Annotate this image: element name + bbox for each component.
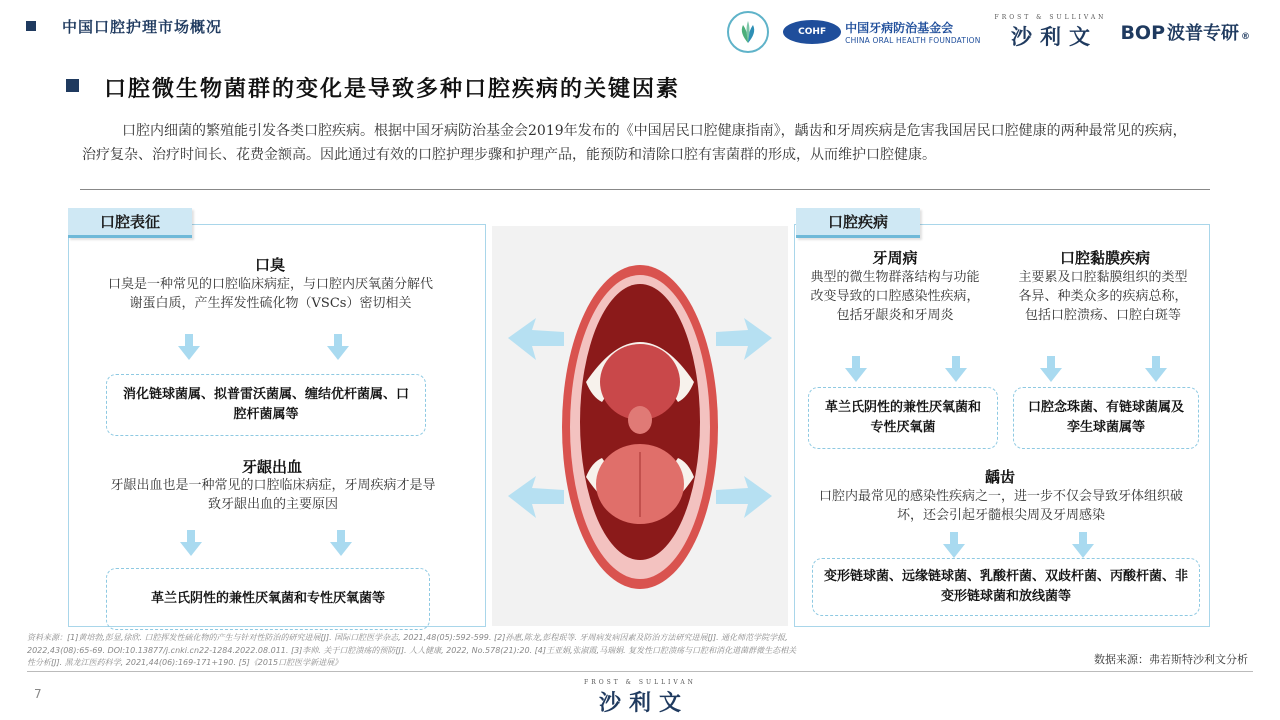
halitosis-title: 口臭 <box>254 256 285 274</box>
arrow-down-icon <box>180 530 202 556</box>
data-source-text: 数据来源：弗若斯特沙利文分析 <box>1094 653 1248 666</box>
footer-frost-sullivan-logo <box>570 679 710 717</box>
arrow-down-icon <box>1145 356 1167 382</box>
references-text: 资料来源：[1]黄培勃,彭显,徐欣. 口腔挥发性硫化物的产生与针对性防治的研究进展[J]. 国际口腔医学杂志, 2021,48(05):592-599. [2]孙惠,陈龙,彭程珉等. 牙周病发病因素及防治方法研究进展[J]. 通化师范学院学报, 2022,43(08):65-69. DOI:10.13877/j.cnki.cn22-1284.2022.08.011. [3]李帅. 关于口腔溃疡的预防[J]. 人人健康, 2022, No.578(21):20. [4]王亚娟,张淑霞,马瑞娟. 复发性口腔溃疡与口腔和消化道菌群微生态相关性分析[J]. 黑龙江医药科学, 2021,44(06):169-171+190. [5]《2015口腔医学新进展》 <box>27 633 797 667</box>
periodontal-bacteria-box: 革兰氏阴性的兼性厌氧菌和专性厌氧菌 <box>808 387 998 449</box>
bop-registered-mark: ® <box>1241 32 1250 42</box>
arrow-upper-right-icon <box>716 318 772 360</box>
arrow-down-icon <box>330 530 352 556</box>
mucosal-bacteria-box: 口腔念珠菌、有链球菌属及孪生球菌属等 <box>1013 387 1199 449</box>
footer-logo-en: FROST & SULLIVAN <box>584 679 696 686</box>
arrow-down-icon <box>1040 356 1062 382</box>
arrow-down-icon <box>943 532 965 558</box>
arrow-down-icon <box>327 334 349 360</box>
oral-diseases-tab: 口腔疾病 <box>796 208 920 238</box>
mucosal-disease-title: 口腔黏膜疾病 <box>1059 249 1150 267</box>
gum-bleeding-title: 牙龈出血 <box>241 458 302 476</box>
header-square-marker <box>26 21 36 31</box>
arrow-lower-right-icon <box>716 476 772 518</box>
arrow-down-icon <box>845 356 867 382</box>
page-title: 口腔微生物菌群的变化是导致多种口腔疾病的关键因素 <box>104 76 681 102</box>
caries-bacteria-box: 变形链球菌、远缘链球菌、乳酸杆菌、双歧杆菌、丙酸杆菌、非变形链球菌和放线菌等 <box>812 558 1200 616</box>
bop-logo-cn: 波普专研 <box>1167 23 1239 44</box>
mucosal-disease-description: 主要累及口腔黏膜组织的类型各异、种类众多的疾病总称，包括口腔溃疡、口腔白斑等 <box>1018 270 1188 323</box>
arrow-lower-left-icon <box>508 476 564 518</box>
cohf-name-cn: 中国牙病防治基金会 <box>845 21 954 35</box>
halitosis-description: 口臭是一种常见的口腔临床病症，与口腔内厌氧菌分解代谢蛋白质，产生挥发性硫化物（VSCs）密切相关 <box>108 277 434 311</box>
open-mouth-illustration <box>560 262 720 592</box>
gum-bleeding-description: 牙龈出血也是一种常见的口腔临床病症，牙周疾病才是导致牙龈出血的主要原因 <box>110 478 436 512</box>
cohf-logo <box>783 19 980 45</box>
frost-sullivan-logo <box>995 14 1107 51</box>
caries-title: 龋齿 <box>984 468 1015 486</box>
gum-bleeding-bacteria-box: 革兰氏阴性的兼性厌氧菌和专性厌氧菌等 <box>106 568 430 630</box>
intro-divider <box>80 189 1210 190</box>
arrow-upper-left-icon <box>508 318 564 360</box>
frost-logo-cn: 沙利文 <box>1010 23 1098 49</box>
arrow-down-icon <box>945 356 967 382</box>
logo-bar <box>727 12 1250 52</box>
page-number: 7 <box>34 687 42 701</box>
bop-logo <box>1120 19 1250 45</box>
frost-logo-en: FROST & SULLIVAN <box>994 13 1107 21</box>
periodontal-title: 牙周病 <box>872 249 918 267</box>
periodontal-description: 典型的微生物群落结构与功能改变导致的口腔感染性疾病，包括牙龈炎和牙周炎 <box>810 270 980 323</box>
caries-description: 口腔内最常见的感染性疾病之一，进一步不仅会导致牙体组织破坏，还会引起牙髓根尖周及牙周感染 <box>818 489 1183 523</box>
arrow-down-icon <box>1072 532 1094 558</box>
title-square-marker <box>66 79 79 92</box>
bop-logo-en: BOP <box>1120 22 1165 44</box>
intro-paragraph: 口腔内细菌的繁殖能引发各类口腔疾病。根据中国牙病防治基金会2019年发布的《中国居民口腔健康指南》，龋齿和牙周疾病是危害我国居民口腔健康的两种最常见的疾病，治疗复杂、治疗时间长、花费金额高。因此通过有效的口腔护理步骤和护理产品，能预防和清除口腔有害菌群的形成，从而维护口腔健康。 <box>82 123 1187 163</box>
association-logo-icon <box>727 11 769 53</box>
oral-symptoms-tab: 口腔表征 <box>68 208 192 238</box>
cohf-oval-icon: COHF <box>783 20 841 44</box>
arrow-down-icon <box>178 334 200 360</box>
footer-logo-cn: 沙利文 <box>598 690 689 716</box>
section-title: 中国口腔护理市场概况 <box>62 18 223 36</box>
cohf-name-en: CHINA ORAL HEALTH FOUNDATION <box>845 36 981 45</box>
halitosis-bacteria-box: 消化链球菌属、拟普雷沃菌属、缠结优杆菌属、口腔杆菌属等 <box>106 374 426 436</box>
footer-divider <box>27 671 1253 672</box>
